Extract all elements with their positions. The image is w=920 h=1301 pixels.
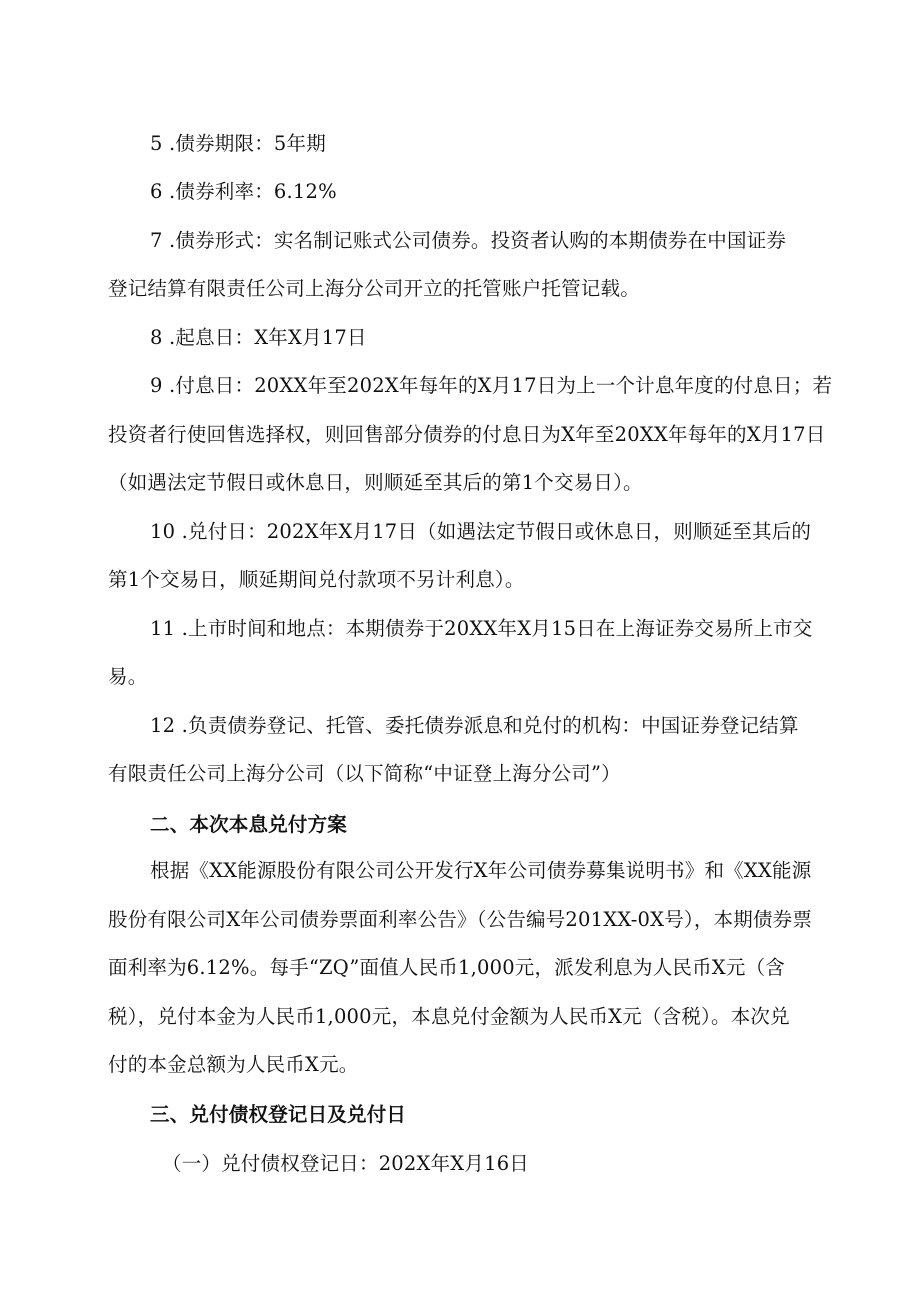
- item-agency-line2: 有限责任公司上海分公司（以下简称“中证登上海分公司”）: [108, 762, 621, 785]
- item-start-date: 8 .起息日：X年X月17日: [150, 326, 367, 349]
- section2-heading: 二、本次本息兑付方案: [150, 813, 348, 836]
- item-bond-term: 5 .债券期限：5年期: [150, 132, 326, 155]
- item-agency-line1: 12 .负责债券登记、托管、委托债券派息和兑付的机构：中国证券登记结算: [150, 714, 799, 737]
- item-redeem-date-line1: 10 .兑付日：202X年X月17日（如遇法定节假日或休息日，则顺延至其后的: [150, 520, 812, 543]
- section3-heading: 三、兑付债权登记日及兑付日: [150, 1103, 407, 1126]
- section3-item1: （一）兑付债权登记日：202X年X月16日: [162, 1152, 529, 1175]
- item-interest-date-line1: 9 .付息日：20XX年至202X年每年的X月17日为上一个计息年度的付息日；若: [150, 374, 833, 397]
- section2-paragraph-line3: 面利率为6.12%。每手“ZQ”面值人民币1,000元，派发利息为人民币X元（含: [108, 956, 785, 979]
- item-bond-form-line2: 登记结算有限责任公司上海分公司开立的托管账户托管记载。: [108, 277, 640, 300]
- item-redeem-date-line2: 第1个交易日，顺延期间兑付款项不另计利息）。: [108, 568, 525, 591]
- section2-paragraph-line2: 股份有限公司X年公司债券票面利率公告》（公告编号201XX-0X号），本期债券票: [108, 908, 813, 931]
- item-listing-line2: 易。: [108, 665, 148, 688]
- item-listing-line1: 11 .上市时间和地点：本期债券于20XX年X月15日在上海证券交易所上市交: [150, 617, 813, 640]
- item-bond-form-line1: 7 .债券形式：实名制记账式公司债券。投资者认购的本期债券在中国证券: [150, 229, 787, 252]
- section2-paragraph-line4: 税），兑付本金为人民币1,000元，本息兑付金额为人民币X元（含税）。本次兑: [108, 1005, 790, 1028]
- section2-paragraph-line5: 付的本金总额为人民币X元。: [108, 1053, 359, 1076]
- item-interest-date-line3: （如遇法定节假日或休息日，则顺延至其后的第1个交易日）。: [108, 471, 643, 494]
- item-interest-date-line2: 投资者行使回售选择权，则回售部分债券的付息日为X年至20XX年每年的X月17日: [108, 423, 826, 446]
- item-bond-rate: 6 .债券利率：6.12%: [150, 180, 337, 203]
- section2-paragraph-line1: 根据《XX能源股份有限公司公开发行X年公司债券募集说明书》和《XX能源: [150, 859, 812, 882]
